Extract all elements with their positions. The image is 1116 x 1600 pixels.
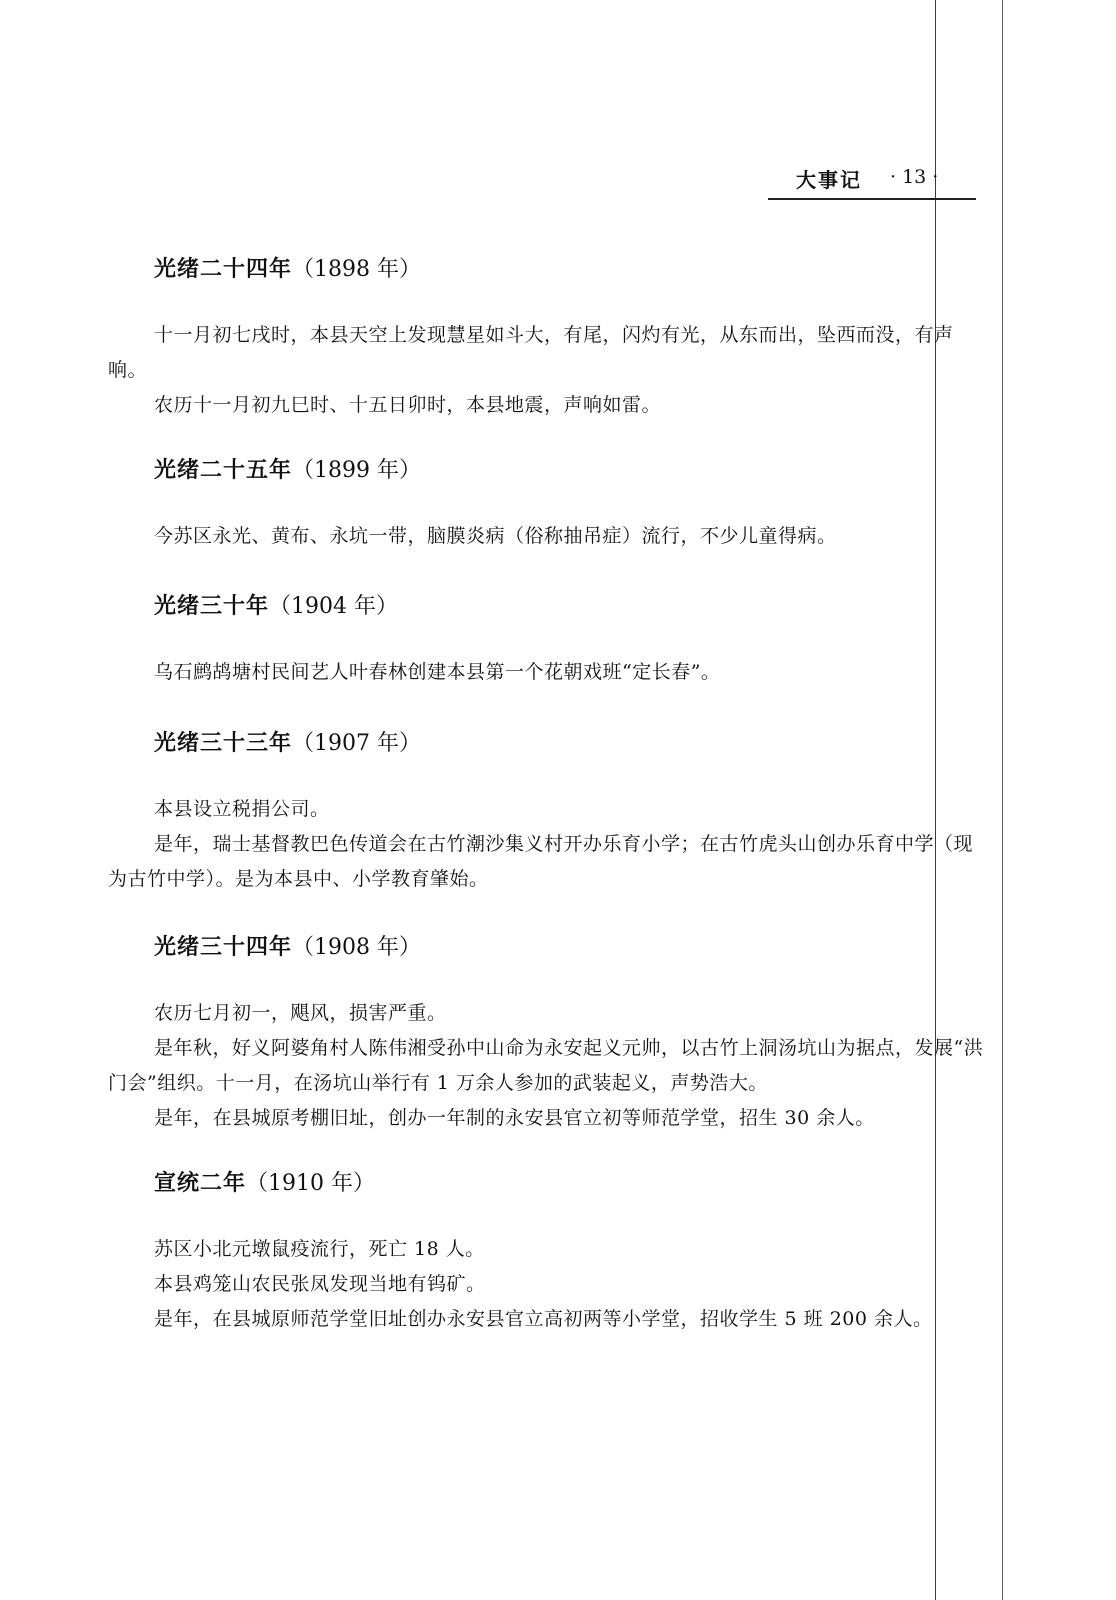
entry-heading <box>154 930 421 961</box>
entry-heading <box>154 726 421 757</box>
entry-paragraph: 本县设立税捐公司。 <box>154 798 330 820</box>
entry-paragraph: 乌石鹧鸪塘村民间艺人叶春林创建本县第一个花朝戏班“定长春”。 <box>154 661 721 683</box>
entry-heading <box>154 453 421 484</box>
entry-heading <box>154 589 398 620</box>
entry-era: 宣统二年 <box>154 1171 247 1196</box>
entry-year: （1910 年） <box>246 1171 375 1196</box>
scan-edge-line <box>1002 0 1003 1600</box>
entry-era: 光绪二十五年 <box>154 458 293 483</box>
entry-era: 光绪三十四年 <box>154 935 293 960</box>
entry-heading <box>154 252 421 283</box>
entry-year: （1904 年） <box>269 594 398 619</box>
entry-paragraph: 是年，在县城原考棚旧址，创办一年制的永安县官立初等师范学堂，招生 30 余人。 <box>154 1107 875 1129</box>
entry-era: 光绪二十四年 <box>154 257 293 282</box>
entry-heading <box>154 1166 375 1197</box>
entry-year: （1908 年） <box>292 935 421 960</box>
entry-paragraph: 十一月初七戌时，本县天空上发现慧星如斗大，有尾，闪灼有光，从东而出，坠西而没，有声响。 <box>108 324 954 381</box>
header-title: 大事记 <box>796 168 862 192</box>
entry-paragraph: 苏区小北元墩鼠疫流行，死亡 18 人。 <box>154 1238 485 1260</box>
header-rule <box>768 198 976 200</box>
entry-year: （1899 年） <box>292 458 421 483</box>
page-number: · 13 · <box>890 166 939 188</box>
entry-year: （1907 年） <box>292 731 421 756</box>
entry-era: 光绪三十年 <box>154 594 270 619</box>
entry-paragraph: 是年，瑞士基督教巴色传道会在古竹潮沙集义村开办乐育小学；在古竹虎头山创办乐育中学（现为古竹中学）。是为本县中、小学教育肇始。 <box>108 833 974 890</box>
entry-paragraph: 是年秋，好义阿婆角村人陈伟湘受孙中山命为永安起义元帅，以古竹上洞汤坑山为据点，发展“洪门会”组织。十一月，在汤坑山举行有 1 万余人参加的武装起义，声势浩大。 <box>108 1037 984 1094</box>
entry-paragraph: 农历七月初一，飓风，损害严重。 <box>154 1002 447 1024</box>
entry-paragraph: 本县鸡笼山农民张凤发现当地有钨矿。 <box>154 1273 486 1295</box>
entry-era: 光绪三十三年 <box>154 731 293 756</box>
entry-paragraph: 是年，在县城原师范学堂旧址创办永安县官立高初两等小学堂，招收学生 5 班 200 余人。 <box>154 1308 933 1330</box>
entry-paragraph: 今苏区永光、黄布、永坑一带，脑膜炎病（俗称抽吊症）流行，不少儿童得病。 <box>154 525 837 547</box>
entry-paragraph: 农历十一月初九巳时、十五日卯时，本县地震，声响如雷。 <box>154 394 662 416</box>
entry-year: （1898 年） <box>292 257 421 282</box>
running-header <box>768 162 976 198</box>
